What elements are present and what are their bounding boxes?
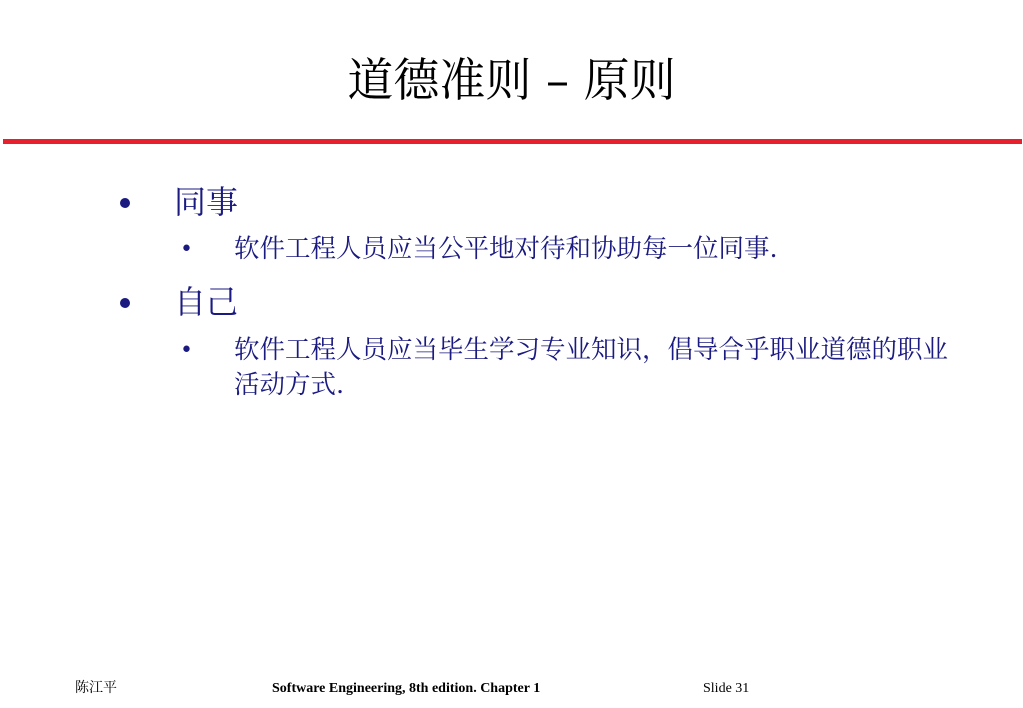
title-divider [3, 139, 1022, 144]
footer-slide-number: Slide 31 [703, 681, 750, 696]
footer-book-title: Software Engineering, 8th edition. Chapter 1 [272, 681, 541, 696]
sub-bullet-text: 软件工程人员应当毕生学习专业知识，倡导合乎职业道德的职业活动方式. [234, 335, 949, 400]
slide-title: 道德准则 – 原则 [347, 53, 676, 107]
bullet-label: 自己 [174, 283, 239, 321]
footer-author: 陈江平 [75, 681, 117, 696]
sub-bullet-text: 软件工程人员应当公平地对待和协助每一位同事. [234, 234, 778, 264]
bullet-label: 同事 [174, 183, 239, 221]
sub-bullet-icon: • [180, 237, 193, 262]
bullet-dot-icon [120, 198, 130, 208]
bullet-dot-icon [120, 298, 130, 308]
sub-bullet-icon: • [180, 338, 193, 363]
